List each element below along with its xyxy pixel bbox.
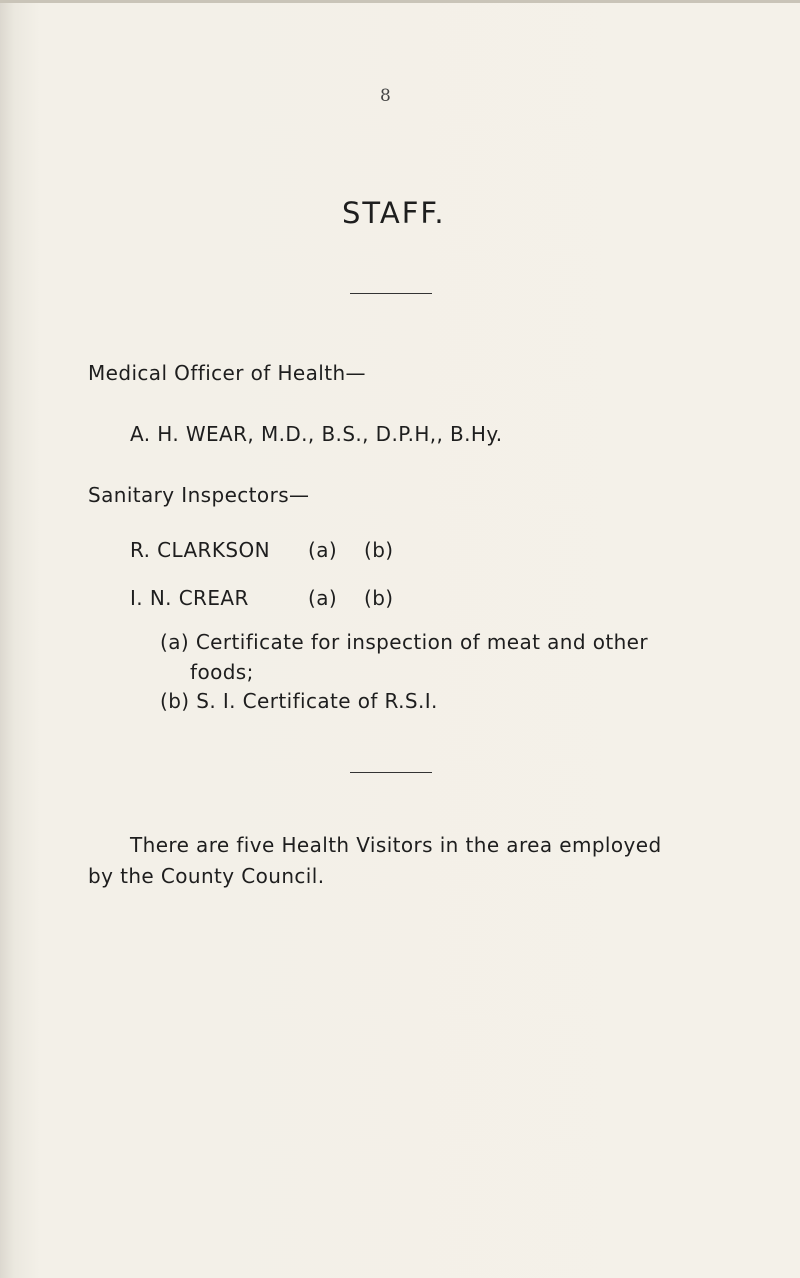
inspector-name: I. N. CREAR (130, 586, 249, 610)
inspector-qualification-a: (a) (308, 586, 338, 610)
inspector-qualification-a: (a) (308, 538, 338, 562)
page-number: 8 (380, 86, 391, 106)
inspector-row (130, 586, 394, 610)
note-b: (b) S. I. Certificate of R.S.I. (160, 689, 438, 713)
inspector-qualification-b: (b) (364, 538, 394, 562)
medical-officer-name: A. H. WEAR, M.D., B.S., D.P.H,, B.Hy. (130, 422, 503, 446)
inspector-qualification-b: (b) (364, 586, 394, 610)
note-a-line-1: (a) Certificate for inspection of meat and other (160, 630, 648, 654)
page-title: STAFF. (342, 196, 446, 230)
top-edge-rule (0, 0, 800, 3)
paragraph-line-2: by the County Council. (88, 864, 325, 888)
paragraph-line-1: There are five Health Visitors in the area employed (130, 833, 662, 857)
inspector-row (130, 538, 394, 562)
note-a-line-2: foods; (190, 660, 254, 684)
sanitary-inspectors-heading: Sanitary Inspectors— (88, 483, 310, 507)
section-divider-bottom (350, 772, 432, 773)
medical-officer-heading: Medical Officer of Health— (88, 361, 366, 385)
section-divider-top (350, 293, 432, 294)
inspector-name: R. CLARKSON (130, 538, 270, 562)
